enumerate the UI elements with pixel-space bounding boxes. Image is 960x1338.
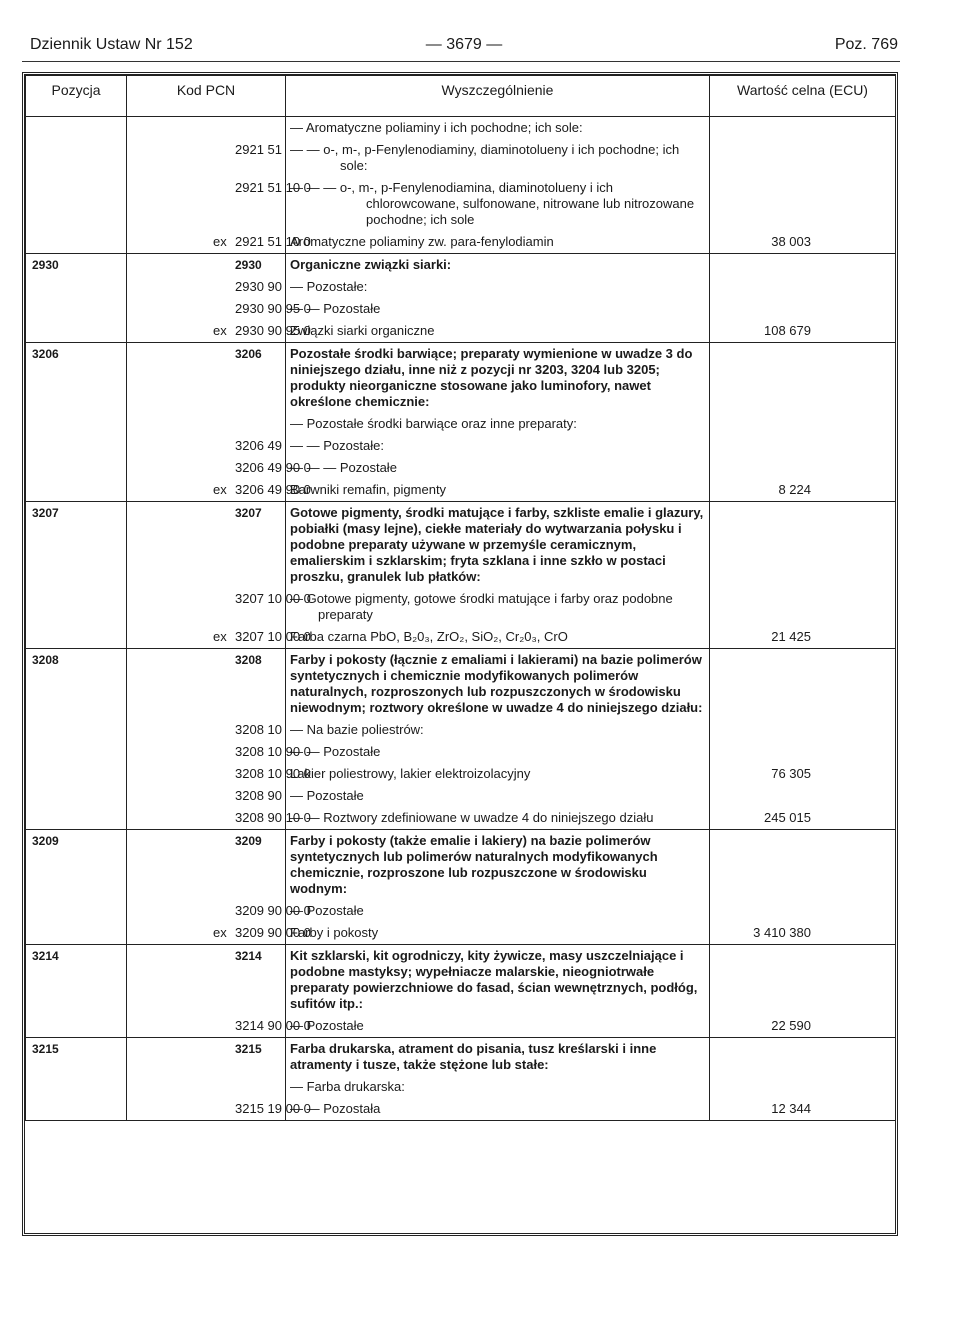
column-header-customs-value: Wartość celna (ECU)	[710, 76, 896, 117]
pcn-code-cell	[127, 117, 286, 140]
description-cell	[286, 719, 710, 741]
position-cell	[26, 785, 127, 807]
description-text: — — Pozostałe:	[290, 438, 384, 453]
position-cell	[26, 626, 127, 649]
description-text: Związki siarki organiczne	[290, 323, 435, 338]
pcn-code-cell	[127, 649, 286, 720]
table-row	[26, 719, 896, 741]
description-cell	[286, 320, 710, 343]
description-text: — Pozostałe	[290, 903, 364, 918]
pcn-code-cell	[127, 830, 286, 901]
description-cell	[286, 1038, 710, 1077]
customs-value-cell: 38 003	[710, 231, 896, 254]
pcn-code-cell	[127, 785, 286, 807]
description-cell	[286, 741, 710, 763]
pcn-code: 3207	[235, 506, 262, 520]
page-number: — 3679 —	[425, 36, 503, 53]
page-header	[30, 36, 898, 58]
table-row	[26, 320, 896, 343]
description-cell	[286, 435, 710, 457]
description-cell	[286, 298, 710, 320]
column-header-pcn-code: Kod PCN	[127, 76, 286, 117]
description-text: — — — Pozostałe	[290, 460, 397, 475]
description-text: Farby i pokosty	[290, 925, 379, 940]
customs-value-cell	[710, 741, 896, 763]
description-text: — — Pozostała	[290, 1101, 381, 1116]
position-cell	[26, 741, 127, 763]
pcn-code-cell	[127, 435, 286, 457]
customs-value-cell: 12 344	[710, 1098, 896, 1121]
description-cell	[286, 922, 710, 945]
description-text: — Pozostałe	[290, 788, 364, 803]
table-row	[26, 741, 896, 763]
position-cell	[26, 763, 127, 785]
description-cell	[286, 276, 710, 298]
pcn-code-cell	[127, 626, 311, 649]
customs-value-cell	[710, 945, 896, 1016]
description-text: Aromatyczne poliaminy zw. para-fenylodiamin	[290, 234, 554, 249]
customs-value-cell	[710, 343, 896, 414]
table-row	[26, 922, 896, 945]
position-cell	[26, 719, 127, 741]
customs-value-cell	[710, 276, 896, 298]
position-cell	[26, 1015, 127, 1038]
description-cell	[286, 117, 710, 140]
table-row	[26, 588, 896, 626]
customs-value-cell	[710, 502, 896, 589]
description-text: Gotowe pigmenty, środki matujące i farby, szkliste emalie i glazury, pobiałki (masy lejne), ciekłe materiały do wytwarzania połysku i podobne preparaty używane w przemyśle ceramicznym, emalierskim i szklarskim; fryta szklana i inne szkło w postaci proszku, granulek lub płatków:	[290, 505, 704, 584]
pcn-code-cell	[127, 343, 286, 414]
description-cell	[286, 945, 710, 1016]
pcn-code: 3209 90 00 0	[235, 925, 311, 940]
description-cell	[286, 139, 710, 177]
customs-value-cell	[710, 435, 896, 457]
table-row	[26, 298, 896, 320]
column-header-description: Wyszczególnienie	[286, 76, 710, 117]
description-cell	[286, 830, 710, 901]
pcn-code: 2930 90 95 0	[235, 301, 311, 316]
description-cell	[286, 649, 710, 720]
journal-title: Dziennik Ustaw Nr 152	[30, 36, 193, 53]
customs-value-cell	[710, 900, 896, 922]
table-row	[26, 413, 896, 435]
table-row	[26, 830, 896, 901]
description-cell	[286, 413, 710, 435]
description-text: Pozostałe środki barwiące; preparaty wymienione w uwadze 3 do niniejszego działu, inne niż z pozycji nr 3203, 3204 lub 3205; produkty nieorganiczne stosowane jako luminofory, nawet określone chemicznie:	[290, 346, 693, 409]
description-text: — Pozostałe	[290, 1018, 364, 1033]
position-cell: 3208	[26, 649, 127, 720]
description-cell	[286, 343, 710, 414]
description-cell	[286, 457, 710, 479]
pcn-code: 2930	[235, 258, 262, 272]
description-text: — Farba drukarska:	[290, 1079, 405, 1094]
pcn-code-cell	[127, 139, 286, 177]
pcn-code: 3206 49	[235, 438, 282, 453]
customs-value-cell	[710, 830, 896, 901]
customs-value-cell	[710, 177, 896, 231]
table-row	[26, 457, 896, 479]
description-cell	[286, 502, 710, 589]
table-row	[26, 276, 896, 298]
description-text: Barwniki remafin, pigmenty	[290, 482, 447, 497]
description-cell	[286, 626, 710, 649]
pcn-code: 3208 10 90 0	[235, 744, 311, 759]
position-cell	[26, 900, 127, 922]
table-row	[26, 1098, 896, 1121]
pcn-code: 3214	[235, 949, 262, 963]
description-cell	[286, 785, 710, 807]
description-text: — — o-, m-, p-Fenylenodiaminy, diaminotolueny i ich pochodne; ich sole:	[290, 142, 680, 173]
customs-value-cell: 22 590	[710, 1015, 896, 1038]
description-text: — — Pozostałe	[290, 744, 381, 759]
tariff-table	[25, 75, 896, 1121]
pcn-code-cell	[127, 254, 286, 277]
column-header-position: Pozycja	[26, 76, 127, 117]
pcn-code-cell	[127, 900, 311, 922]
table-header-row	[26, 76, 896, 117]
pcn-code-cell	[127, 1038, 286, 1077]
table-row	[26, 945, 896, 1016]
ex-marker: ex	[213, 323, 227, 338]
customs-value-cell	[710, 588, 896, 626]
pcn-code: 2921 51 10 0	[235, 234, 311, 249]
position-cell	[26, 435, 127, 457]
table-row	[26, 231, 896, 254]
position-cell	[26, 117, 127, 140]
position-cell	[26, 479, 127, 502]
pcn-code-cell	[127, 763, 311, 785]
position-cell: 3209	[26, 830, 127, 901]
pcn-code: 3208 90 10 0	[235, 810, 311, 825]
description-cell	[286, 588, 710, 626]
pcn-code-cell	[127, 457, 311, 479]
pcn-code-cell	[127, 320, 311, 343]
description-text: — Aromatyczne poliaminy i ich pochodne; ich sole:	[290, 120, 583, 135]
pcn-code-cell	[127, 276, 286, 298]
pcn-code: 3215	[235, 1042, 262, 1056]
description-text: — Pozostałe środki barwiące oraz inne preparaty:	[290, 416, 577, 431]
pcn-code-cell	[127, 479, 311, 502]
ex-marker: ex	[213, 482, 227, 497]
pcn-code-cell	[127, 413, 286, 435]
position-cell	[26, 1098, 127, 1121]
position-cell: 3214	[26, 945, 127, 1016]
customs-value-cell	[710, 719, 896, 741]
position-cell	[26, 588, 127, 626]
description-cell	[286, 900, 710, 922]
customs-value-cell: 8 224	[710, 479, 896, 502]
description-text: — Pozostałe:	[290, 279, 368, 294]
table-body	[26, 117, 896, 1121]
customs-value-cell	[710, 413, 896, 435]
table-row	[26, 649, 896, 720]
position-cell	[26, 276, 127, 298]
table-row	[26, 900, 896, 922]
description-cell	[286, 1076, 710, 1098]
description-text: Farba drukarska, atrament do pisania, tusz kreślarski i inne atramenty i tusze, także stężone lub stałe:	[290, 1041, 657, 1072]
table-row	[26, 117, 896, 140]
position-cell	[26, 807, 127, 830]
pcn-code: 3208 90	[235, 788, 282, 803]
pcn-code: 3207 10 00 0	[235, 629, 311, 644]
position-cell: 3207	[26, 502, 127, 589]
customs-value-cell	[710, 139, 896, 177]
table-row	[26, 435, 896, 457]
table-row	[26, 763, 896, 785]
description-text: — — Pozostałe	[290, 301, 381, 316]
customs-value-cell	[710, 457, 896, 479]
position-cell	[26, 298, 127, 320]
description-cell	[286, 177, 710, 231]
description-text: — — Roztwory zdefiniowane w uwadze 4 do niniejszego działu	[290, 810, 654, 825]
table-row	[26, 1038, 896, 1077]
table-row	[26, 1015, 896, 1038]
ex-marker: ex	[213, 925, 227, 940]
pcn-code-cell	[127, 1076, 286, 1098]
pcn-code: 2921 51	[235, 142, 282, 157]
description-text: Farba czarna PbO, B₂0₃, ZrO₂, SiO₂, Cr₂0₃, CrO	[290, 629, 568, 644]
table-row	[26, 139, 896, 177]
position-cell	[26, 177, 127, 231]
position-cell	[26, 320, 127, 343]
description-text: Farby i pokosty (także emalie i lakiery) na bazie polimerów syntetycznych lub polimerów naturalnych modyfikowanych chemicznie, rozproszone lub rozpuszczone w środowisku wodnym:	[290, 833, 658, 896]
description-cell	[286, 1015, 710, 1038]
customs-value-cell	[710, 649, 896, 720]
position-cell: 3206	[26, 343, 127, 414]
description-text: — Gotowe pigmenty, gotowe środki matujące i farby oraz podobne preparaty	[290, 591, 673, 622]
pcn-code-cell	[127, 588, 311, 626]
table-row	[26, 343, 896, 414]
table-row	[26, 785, 896, 807]
pcn-code-cell	[127, 1015, 311, 1038]
customs-value-cell: 21 425	[710, 626, 896, 649]
customs-value-cell: 3 410 380	[710, 922, 896, 945]
description-cell	[286, 254, 710, 277]
position-cell	[26, 457, 127, 479]
table-row	[26, 254, 896, 277]
customs-value-cell	[710, 254, 896, 277]
pcn-code-cell	[127, 719, 286, 741]
table-row	[26, 807, 896, 830]
position-cell: 3215	[26, 1038, 127, 1077]
pcn-code: 3206 49 90 0	[235, 482, 311, 497]
pcn-code-cell	[127, 502, 286, 589]
description-cell	[286, 479, 710, 502]
pcn-code: 3208 10 90 0	[235, 766, 311, 781]
pcn-code: 3206 49 90 0	[235, 460, 311, 475]
position-cell: 2930	[26, 254, 127, 277]
pcn-code: 2930 90	[235, 279, 282, 294]
table-row	[26, 1076, 896, 1098]
header-divider	[22, 61, 900, 62]
pcn-code: 3209	[235, 834, 262, 848]
pcn-code: 3215 19 00 0	[235, 1101, 311, 1116]
position-cell	[26, 413, 127, 435]
pcn-code: 3209 90 00 0	[235, 903, 311, 918]
customs-value-cell	[710, 1076, 896, 1098]
pcn-code: 3208 10	[235, 722, 282, 737]
position-cell	[26, 1076, 127, 1098]
description-cell	[286, 1098, 710, 1121]
position-cell	[26, 231, 127, 254]
description-cell	[286, 231, 710, 254]
pcn-code-cell	[127, 231, 311, 254]
customs-value-cell: 76 305	[710, 763, 896, 785]
table-row	[26, 626, 896, 649]
pcn-code: 3206	[235, 347, 262, 361]
description-text: — Na bazie poliestrów:	[290, 722, 424, 737]
customs-value-cell: 108 679	[710, 320, 896, 343]
position-number: Poz. 769	[834, 36, 898, 53]
description-text: — — — o-, m-, p-Fenylenodiamina, diaminotolueny i ich chlorowcowane, sulfonowane, nitrowane lub nitrozowane pochodne; ich sole	[290, 180, 695, 227]
pcn-code-cell	[127, 298, 311, 320]
position-cell	[26, 139, 127, 177]
ex-marker: ex	[213, 629, 227, 644]
pcn-code: 2921 51 10 0	[235, 180, 311, 195]
pcn-code: 3214 90 00 0	[235, 1018, 311, 1033]
description-text: Lakier poliestrowy, lakier elektroizolacyjny	[290, 766, 531, 781]
customs-value-cell	[710, 117, 896, 140]
description-text: Farby i pokosty (łącznie z emaliami i lakierami) na bazie polimerów syntetycznych i chemicznie modyfikowanych polimerów naturalnych, rozproszonych lub rozpuszczonych w środowisku niewodnym; roztwory określone w uwadze 4 do niniejszego działu:	[290, 652, 703, 715]
pcn-code: 3208	[235, 653, 262, 667]
customs-value-cell: 245 015	[710, 807, 896, 830]
pcn-code-cell	[127, 945, 286, 1016]
pcn-code-cell	[127, 1098, 311, 1121]
pcn-code-cell	[127, 922, 311, 945]
pcn-code-cell	[127, 177, 311, 231]
pcn-code-cell	[127, 741, 311, 763]
description-cell	[286, 763, 710, 785]
table-row	[26, 502, 896, 589]
pcn-code: 2930 90 95 0	[235, 323, 311, 338]
customs-value-cell	[710, 298, 896, 320]
customs-value-cell	[710, 785, 896, 807]
pcn-code-cell	[127, 807, 311, 830]
ex-marker: ex	[213, 234, 227, 249]
description-text: Kit szklarski, kit ogrodniczy, kity żywicze, masy uszczelniające i podobne mastyksy; wypełniacze malarskie, nieogniotrwałe preparaty powierzchniowe do fasad, ścian wewnętrznych, podłóg, sufitów itp.:	[290, 948, 698, 1011]
description-cell	[286, 807, 710, 830]
pcn-code: 3207 10 00 0	[235, 591, 311, 606]
table-row	[26, 479, 896, 502]
customs-value-cell	[710, 1038, 896, 1077]
table-row	[26, 177, 896, 231]
description-text: Organiczne związki siarki:	[290, 257, 452, 272]
position-cell	[26, 922, 127, 945]
